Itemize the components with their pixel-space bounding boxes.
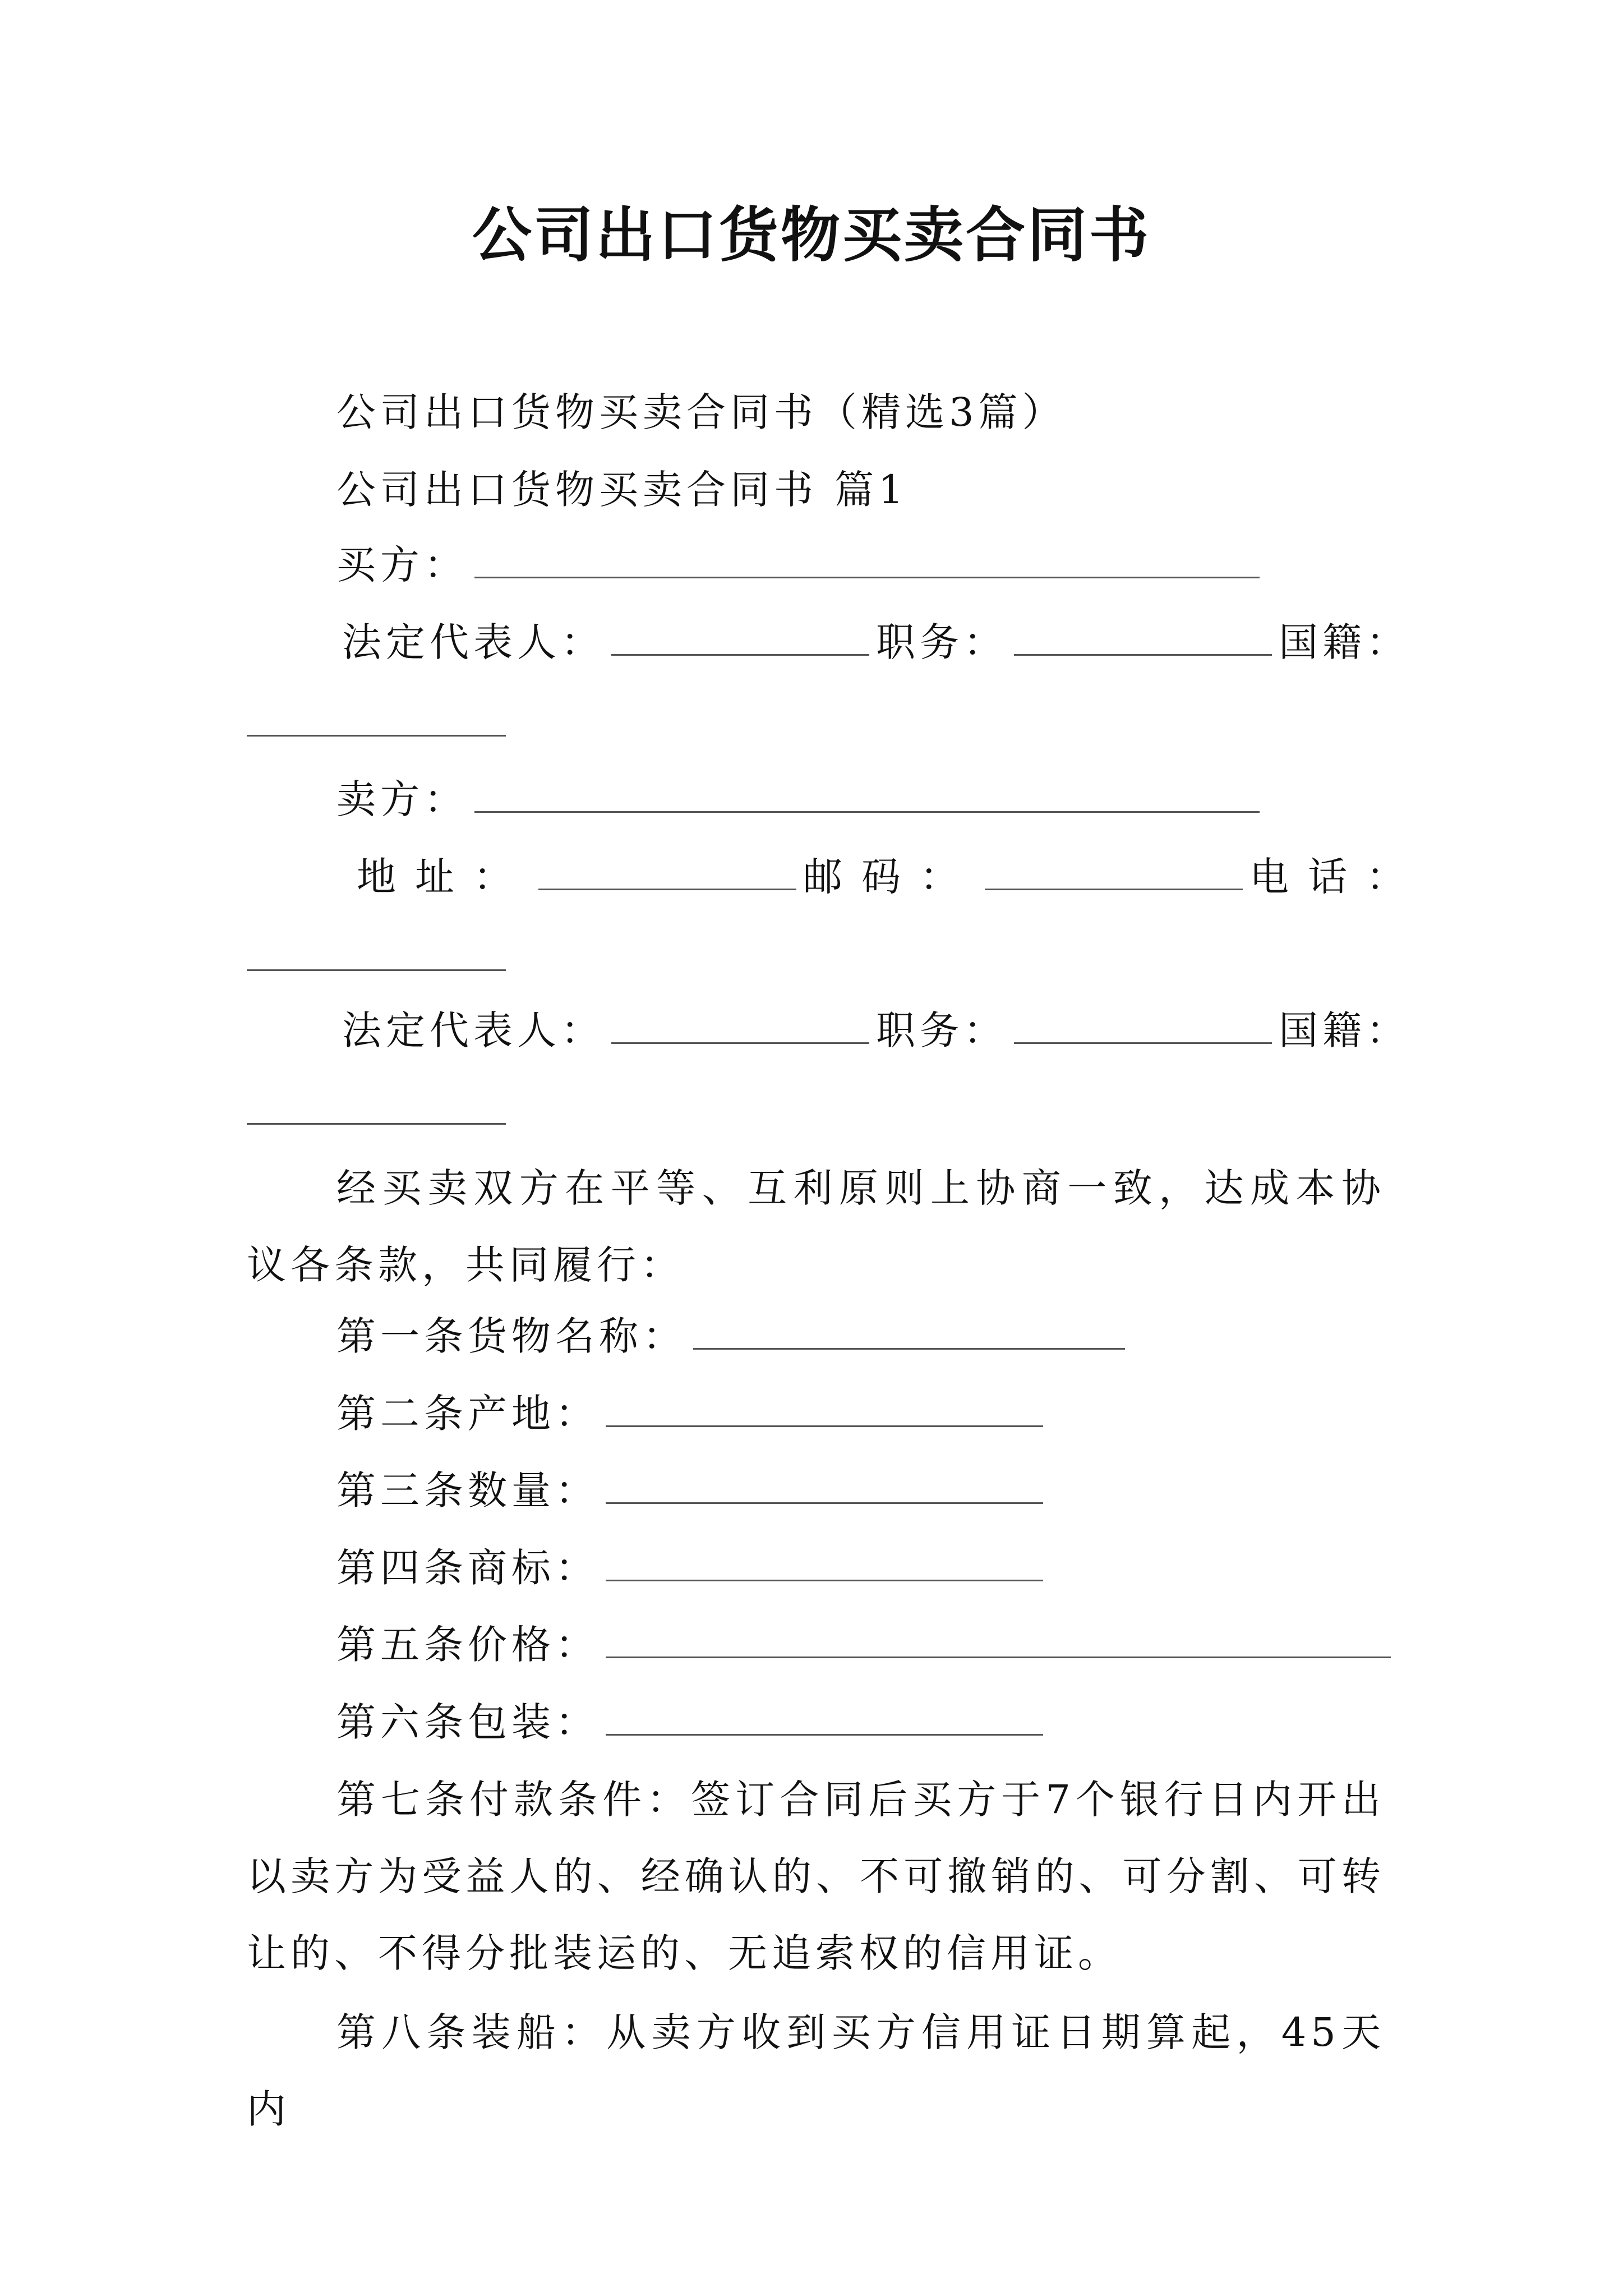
article-2-label: 第二条产地： <box>336 1391 599 1437</box>
article-1-blank[interactable] <box>693 1315 1125 1350</box>
seller-contact-row <box>357 854 1424 900</box>
article-5-blank[interactable] <box>606 1624 1391 1658</box>
article-3-label: 第三条数量： <box>336 1467 599 1513</box>
article-6-blank[interactable] <box>606 1701 1043 1736</box>
postcode-blank[interactable] <box>985 856 1243 890</box>
address-blank[interactable] <box>538 856 796 890</box>
article-2-row <box>336 1391 1050 1437</box>
buyer-row <box>336 542 1266 588</box>
article-1-row <box>336 1313 1132 1359</box>
postcode-label: 邮码： <box>803 854 978 900</box>
article-2-blank[interactable] <box>606 1393 1043 1427</box>
buyer-nationality-blank[interactable] <box>247 735 506 737</box>
seller-rep-blank[interactable] <box>611 1010 869 1044</box>
seller-label: 卖方： <box>336 776 468 822</box>
article-1-label: 第一条货物名称： <box>336 1313 686 1359</box>
address-label: 地址： <box>357 854 532 900</box>
seller-position-label: 职务： <box>876 1007 1007 1053</box>
seller-rep-label: 法定代表人： <box>342 1007 605 1053</box>
phone-blank[interactable] <box>247 969 506 971</box>
buyer-position-blank[interactable] <box>1014 622 1272 656</box>
buyer-rep-row <box>342 619 1410 665</box>
article-3-row <box>336 1467 1050 1513</box>
article-8-paragraph: 第八条装船：从卖方收到买方信用证日期算起，45天内 <box>247 2009 1385 2132</box>
article-4-blank[interactable] <box>606 1547 1043 1581</box>
seller-position-blank[interactable] <box>1014 1010 1272 1044</box>
article-4-row <box>336 1545 1050 1591</box>
document-subtitle: 公司出口货物买卖合同书（精选3篇） <box>336 389 1066 435</box>
buyer-rep-label: 法定代表人： <box>342 619 605 665</box>
seller-nationality-blank[interactable] <box>247 1123 506 1125</box>
article-7-paragraph: 第七条付款条件：签订合同后买方于7个银行日内开出以卖方为受益人的、经确认的、不可撤销的、可分割、可转让的、不得分批装运的、无追索权的信用证。 <box>247 1777 1385 1976</box>
seller-blank[interactable] <box>474 779 1260 813</box>
seller-row <box>336 776 1266 822</box>
intro-paragraph: 经买卖双方在平等、互利原则上协商一致，达成本协议各条款，共同履行： <box>247 1165 1385 1288</box>
article-5-row <box>336 1622 1398 1668</box>
document-title: 公司出口货物买卖合同书 <box>472 200 1151 270</box>
buyer-rep-blank[interactable] <box>611 622 869 656</box>
phone-label: 电话： <box>1249 854 1424 900</box>
article-6-row <box>336 1699 1050 1745</box>
buyer-blank[interactable] <box>474 544 1260 578</box>
section-heading: 公司出口货物买卖合同书 篇1 <box>336 467 908 513</box>
article-6-label: 第六条包装： <box>336 1699 599 1745</box>
seller-rep-row <box>342 1007 1410 1053</box>
buyer-position-label: 职务： <box>876 619 1007 665</box>
buyer-nationality-label: 国籍： <box>1279 619 1410 665</box>
article-3-blank[interactable] <box>606 1470 1043 1504</box>
seller-nationality-label: 国籍： <box>1279 1007 1410 1053</box>
article-4-label: 第四条商标： <box>336 1545 599 1591</box>
buyer-label: 买方： <box>336 542 468 588</box>
article-5-label: 第五条价格： <box>336 1622 599 1668</box>
